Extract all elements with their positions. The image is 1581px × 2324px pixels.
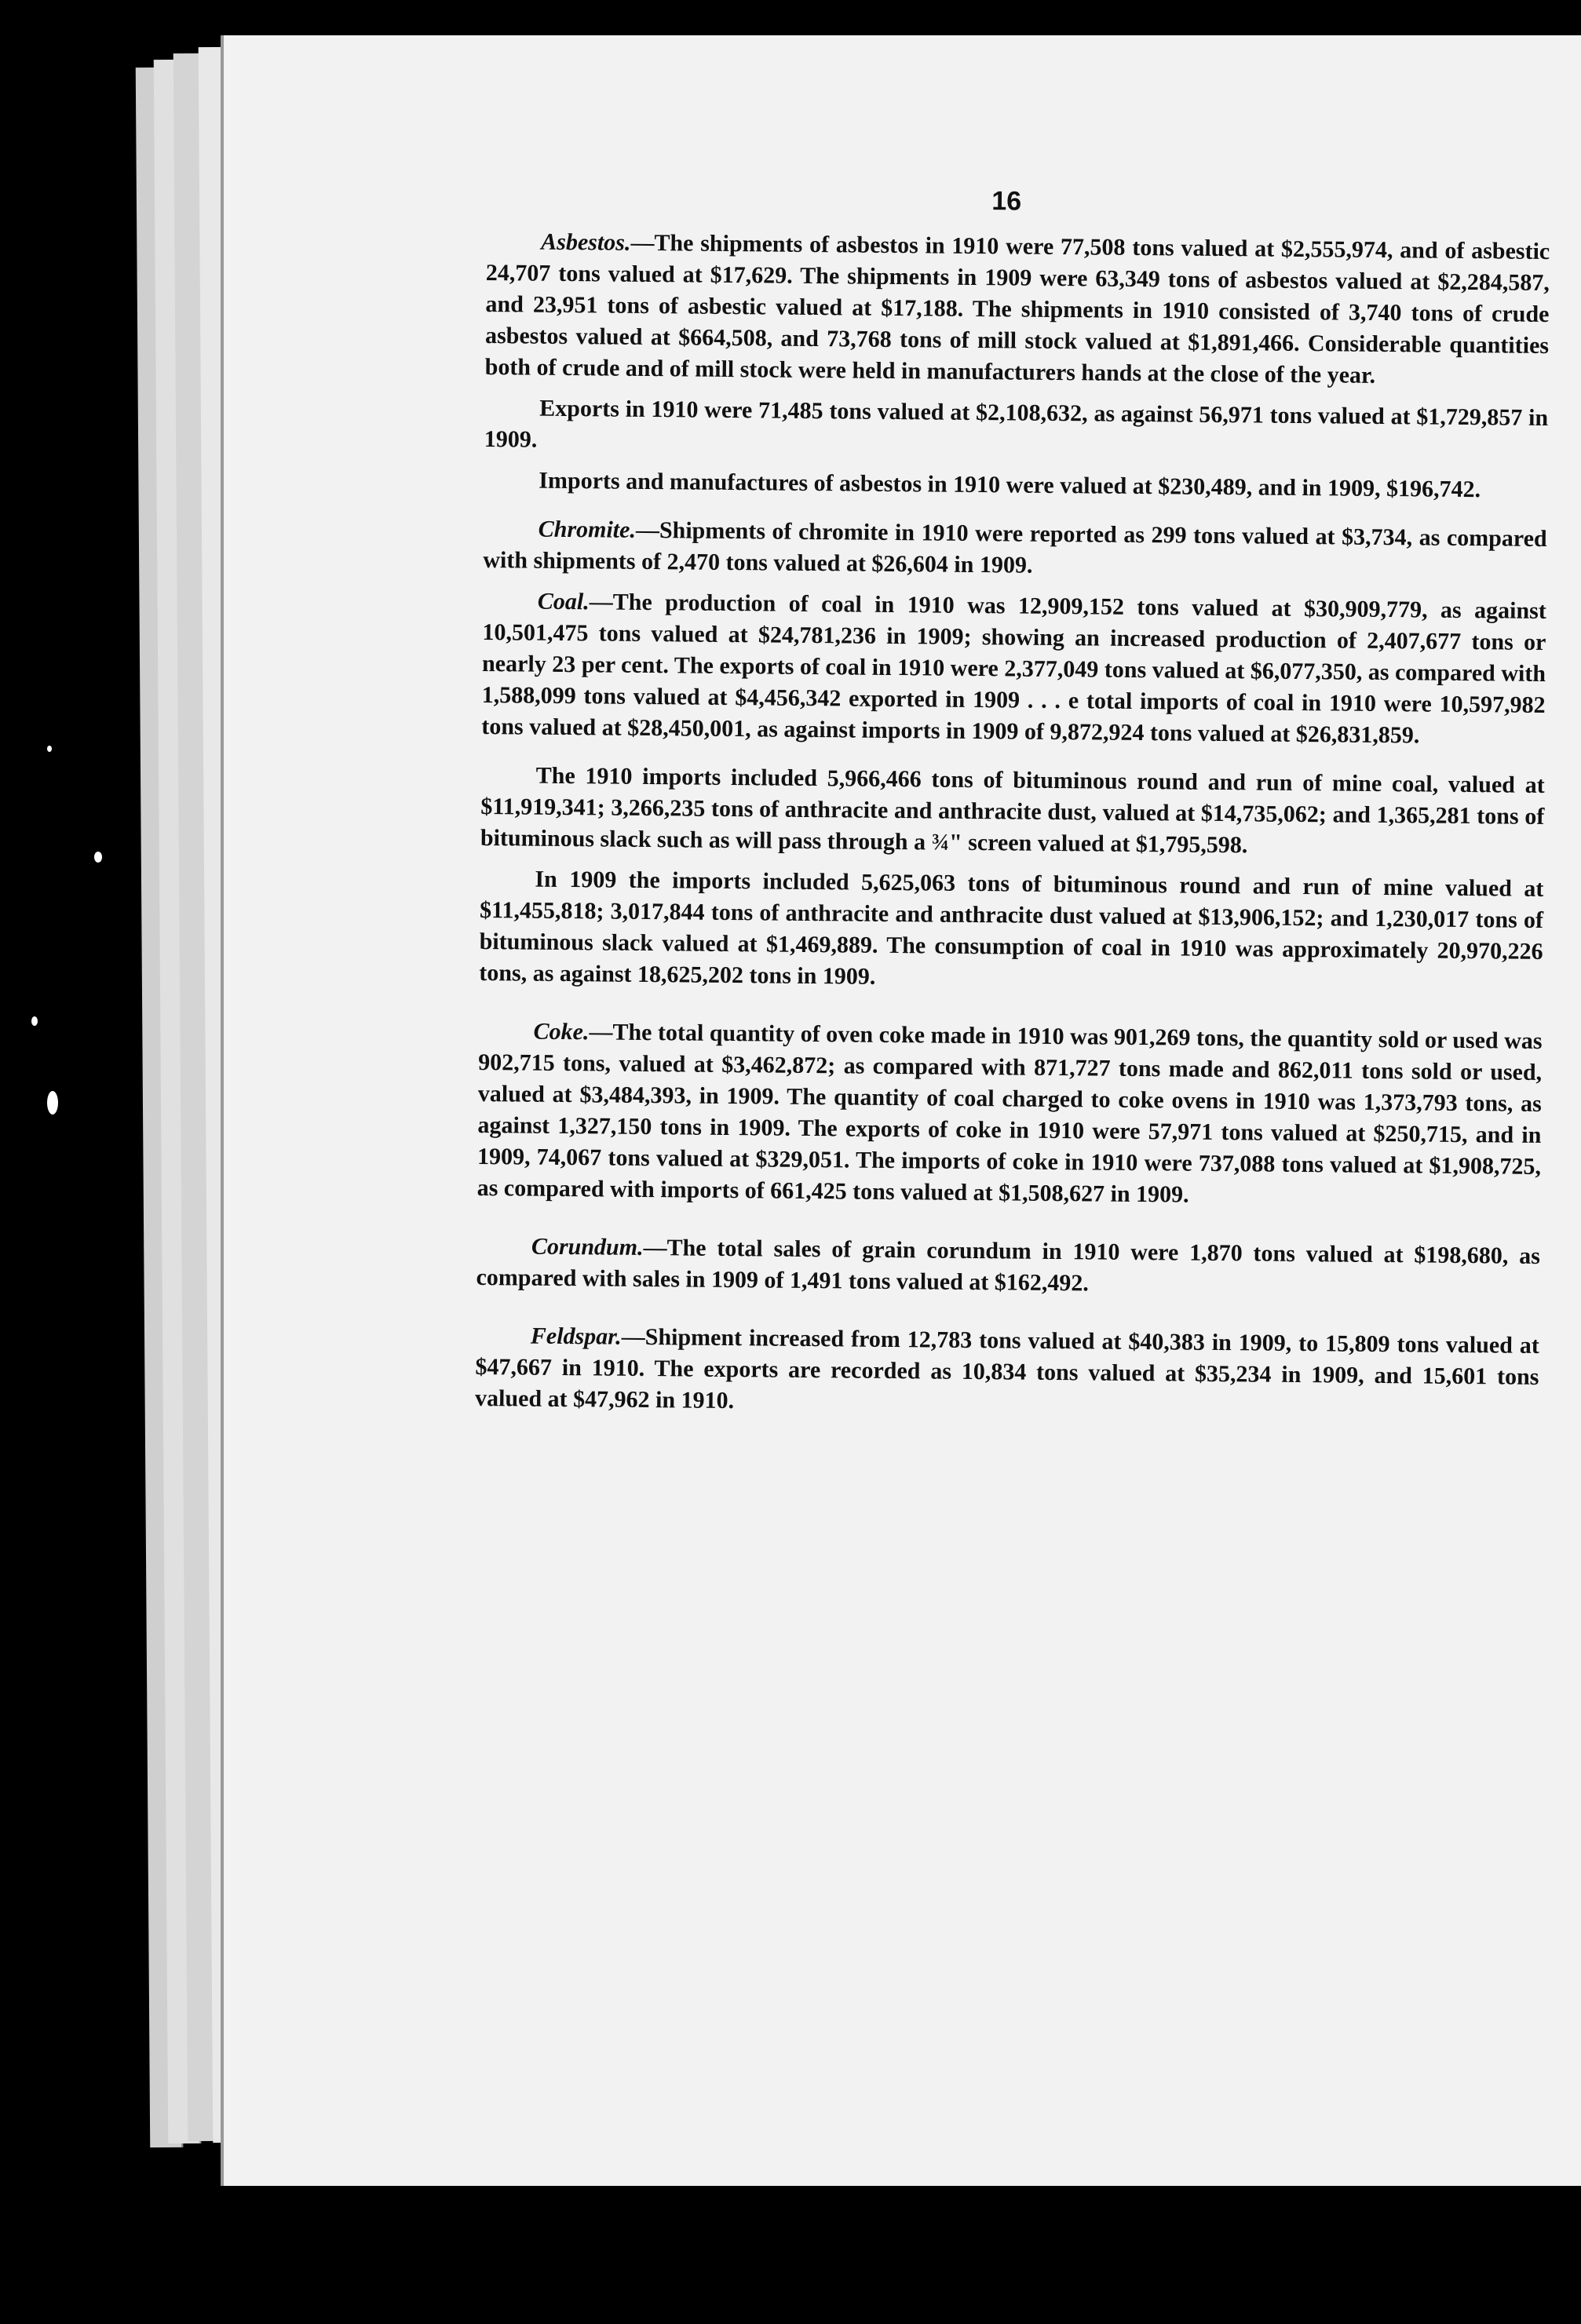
paragraph-coal-imports-1910: The 1910 imports included 5,966,466 tons of bituminous round and run of mine coal, valued at $11,919,341; 3,266,235 tons of anthracite and anthracite dust, valued at $14,735,062; and 1,365,281 tons of bituminous slack such as will pass through a ¾" screen valued at $1,795,598. [480,762,1545,859]
page-text [475,181,1550,1434]
paragraph-asbestos: Asbestos.—The shipments of asbestos in 1910 were 77,508 tons valued at $2,555,974, and of asbestic 24,707 tons valued at $17,629. The shipments in 1909 were 63,349 tons of asbestos valued at $2,284,587, and 23,951 tons of asbestic valued at $17,188. The shipments in 1910 consisted of 3,740 tons of crude asbestos valued at $664,508, and 73,768 tons of mill stock valued at $1,891,466. Considerable quantities both of crude and of mill stock were held in manufacturers hands at the close of the year. [484,228,1550,389]
paragraph-asbestos-imports: Imports and manufactures of asbestos in 1910 were valued at $230,489, and in 1909, $196,742. [539,467,1481,503]
paragraph-feldspar: Feldspar.—Shipment increased from 12,783 tons valued at $40,383 in 1909, to 15,809 tons valued at $47,667 in 1910. The exports are recorded as 10,834 tons valued at $35,234 in 1909, and 15,601 tons valued at $47,962 in 1910. [474,1323,1539,1414]
paragraph-corundum: Corundum.—The total sales of grain corundum in 1910 were 1,870 tons valued at $198,680, as compared with sales in 1909 of 1,491 tons valued at $162,492. [476,1233,1541,1297]
page-number: 16 [991,186,1022,217]
paragraph-coal-imports-1909: In 1909 the imports included 5,625,063 tons of bituminous round and run of mine valued at $11,455,818; 3,017,844 tons of anthracite and anthracite dust valued at $13,906,152; and 1,230,017 tons of bituminous slack valued at $1,469,889. The consumption of coal in 1910 was approximately 20,970,226 tons, as against 18,625,202 tons in 1909. [479,866,1544,990]
paragraph-asbestos-exports: Exports in 1910 were 71,485 tons valued at $2,108,632, as against 56,971 tons valued at $1,729,857 in 1909. [484,395,1549,453]
paragraph-coke: Coke.—The total quantity of oven coke made in 1910 was 901,269 tons, the quantity sold or used was 902,715 tons, valued at $3,462,872; as compared with 871,727 tons made and 862,011 tons sold or used, valued at $3,484,393, in 1909. The quantity of coal charged to coke ovens in 1910 was 1,373,793 tons, as against 1,327,150 tons in 1909. The exports of coke in 1910 were 57,971 tons valued at $250,715, and in 1909, 74,067 tons valued at $329,051. The imports of coke in 1910 were 737,088 tons valued at $1,908,725, as compared with imports of 661,425 tons valued at $1,508,627 in 1909. [476,1018,1543,1208]
paragraph-coal: Coal.—The production of coal in 1910 was 12,909,152 tons valued at $30,909,779, as against 10,501,475 tons valued at $24,781,236 in 1909; showing an increased production of 2,407,677 tons or nearly 23 per cent. The exports of coal in 1910 were 2,377,049 tons valued at $6,077,350, as compared with 1,588,099 tons valued at $4,456,342 exported in 1909 . . . e total imports of coal in 1910 were 10,597,982 tons valued at $28,450,001, as against imports in 1909 of 9,872,924 tons valued at $26,831,859. [481,588,1546,749]
paragraph-chromite: Chromite.—Shipments of chromite in 1910 were reported as 299 tons valued at $3,734, as compared with shipments of 2,470 tons valued at $26,604 in 1909. [483,516,1547,578]
